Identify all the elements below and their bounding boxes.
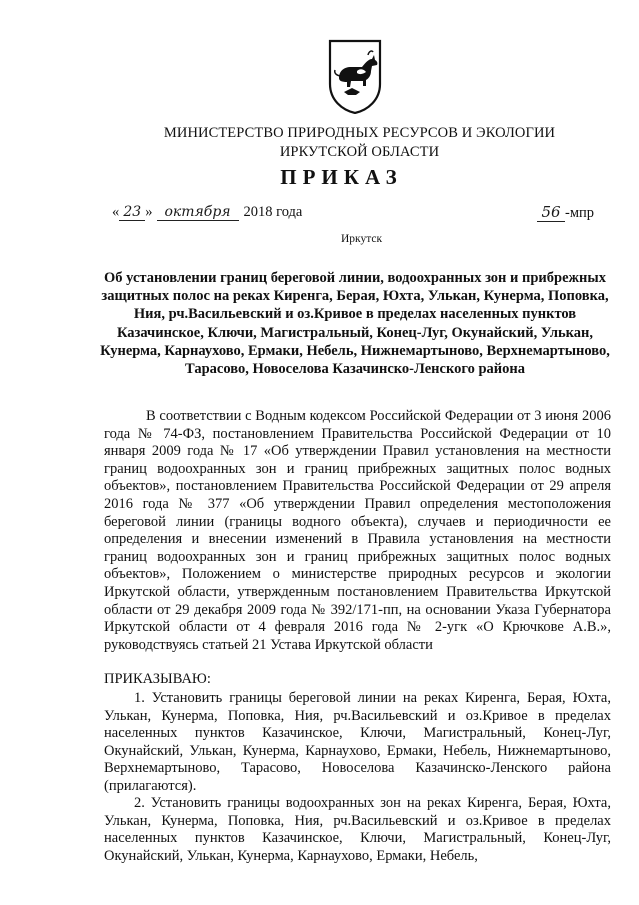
order-date xyxy=(112,204,302,221)
order-number-suffix: -мпр xyxy=(565,205,595,221)
decree-word: ПРИКАЗЫВАЮ: xyxy=(104,671,211,687)
date-close-quote: » xyxy=(145,204,153,220)
document-type-heading: ПРИКАЗ xyxy=(280,165,403,189)
order-item-1: 1. Установить границы береговой линии на реках Киренга, Берая, Юхта, Улькан, Кунерма, Поповка, Ния, рч.Васильевский и оз.Кривое в пределах населенных пунктов Казачинское, Ключи, Магистральный, Конец-Луг, Окунайский, Улькан, Кунерма, Карнаухово, Ермаки, Небель, Нижнемартыново, Верхнемартыново, Тарасово, Новоселова Казачинско-Ленского района (прилагаются). xyxy=(104,690,611,794)
date-day-handwritten: 23 xyxy=(119,204,145,221)
order-item-2: 2. Установить границы водоохранных зон на реках Киренга, Берая, Юхта, Улькан, Кунерма, Поповка, Ния, рч.Васильевский и оз.Кривое в пределах населенных пунктов Казачинское, Ключи, Магистральный, Конец-Луг, Окунайский, Улькан, Кунерма, Карнаухово, Ермаки, Небель, xyxy=(104,795,611,864)
preamble-paragraph: В соответствии с Водным кодексом Российской Федерации от 3 июня 2006 года № 74-ФЗ, постановлением Правительства Российской Федерации от 10 января 2009 года № 17 «Об утверждении Правил установления на местности границ водоохранных зон и границ прибрежных защитных полос водных объектов», постановлением Правительства Российской Федерации от 29 апреля 2016 года № 377 «Об утверждении Правил определения местоположения береговой линии (границы водного объекта), случаев и периодичности ее определения и внесении изменений в Правила установления на местности границ водоохранных зон и границ прибрежных защитных полос водных объектов», Положением о министерстве природных ресурсов и экологии Иркутской области, утвержденным постановлением Правительства Иркутской области от 29 декабря 2009 года № 392/171-пп, на основании Указа Губернатора Иркутской области от 4 февраля 2016 года № 2-угк «О Крючкове А.В.», руководствуясь статьей 21 Устава Иркутской области xyxy=(104,408,611,653)
ministry-name-line-2: ИРКУТСКОЙ ОБЛАСТИ xyxy=(279,144,440,160)
ministry-name-line-1: МИНИСТЕРСТВО ПРИРОДНЫХ РЕСУРСОВ И ЭКОЛОГИИ xyxy=(163,125,556,141)
coat-of-arms-emblem xyxy=(326,38,384,114)
date-month-handwritten: октября xyxy=(157,204,239,221)
date-open-quote: « xyxy=(112,204,120,220)
city-name: Иркутск xyxy=(341,233,383,245)
order-number xyxy=(537,203,594,222)
order-title: Об установлении границ береговой линии, водоохранных зон и прибрежных защитных полос на реках Киренга, Берая, Юхта, Улькан, Кунерма, Поповка, Ния, рч.Васильевский и оз.Кривое в пределах населенных пунктов Казачинское, Ключи, Магистральный, Конец-Луг, Окунайский, Улькан, Кунерма, Карнаухово, Ермаки, Небель, Нижнемартыново, Верхнемартыново, Тарасово, Новоселова Казачинско-Ленского района xyxy=(100,270,610,378)
order-number-handwritten: 56 xyxy=(537,203,565,222)
date-year: 2018 года xyxy=(243,204,303,220)
